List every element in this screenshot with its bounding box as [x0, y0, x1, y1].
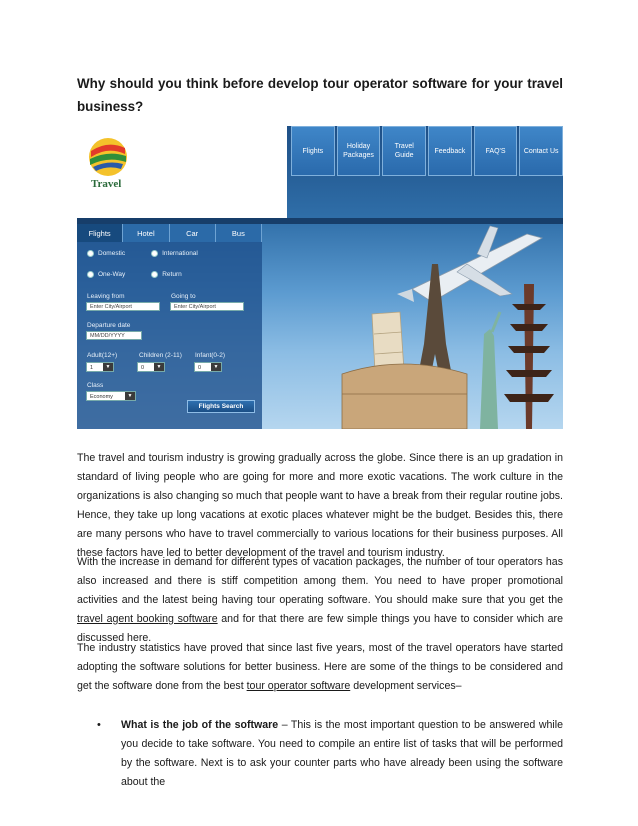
- chevron-down-icon: ▼: [211, 363, 221, 371]
- nav-holiday-packages[interactable]: Holiday Packages: [337, 126, 381, 176]
- infant-label: Infant(0-2): [195, 352, 225, 359]
- airplane-icon: [397, 226, 542, 302]
- children-select[interactable]: [137, 362, 165, 372]
- page-title: Why should you think before develop tour operator software for your travel business?: [77, 76, 563, 114]
- radio-one-way-label: One-Way: [98, 271, 126, 278]
- flights-search-button[interactable]: Flights Search: [187, 400, 255, 413]
- class-select[interactable]: [86, 391, 136, 401]
- nav-travel-guide[interactable]: Travel Guide: [382, 126, 426, 176]
- going-to-input[interactable]: Enter City/Airport: [170, 302, 244, 311]
- leaving-from-label: Leaving from: [87, 293, 125, 300]
- paragraph-2-text-end: and for that there are few simple things you have to consider which are discussed here.: [77, 612, 563, 644]
- tab-hotel[interactable]: Hotel: [123, 224, 169, 242]
- radio-return-label: Return: [162, 271, 182, 278]
- tour-operator-software-link[interactable]: tour operator software: [246, 679, 351, 692]
- pagoda-icon: [504, 284, 554, 429]
- radio-domestic-label: Domestic: [98, 250, 126, 257]
- children-value: 0: [141, 365, 145, 371]
- search-tabs: [77, 224, 262, 242]
- tab-flights[interactable]: Flights: [77, 224, 123, 242]
- paragraph-2: [77, 553, 563, 648]
- bullet-body: – This is the most important question to be answered while you decide to take software. You need to compile an entire list of tasks that will be performed by the software. Next is to ask your counter parts who have already been using the software about the: [121, 719, 563, 788]
- departure-date-label: Departure date: [87, 322, 131, 329]
- adult-label: Adult(12+): [87, 352, 118, 359]
- radio-international-label: International: [162, 250, 198, 257]
- paragraph-3-text: The industry statistics have proved that since last five years, most of the travel operators have started adopting the software solutions for better business. Here are some of the things to be considered and get the software done from the best: [77, 642, 563, 692]
- chevron-down-icon: ▼: [125, 392, 135, 400]
- infant-value: 0: [198, 365, 202, 371]
- nav-feedback[interactable]: Feedback: [428, 126, 472, 176]
- class-label: Class: [87, 382, 104, 389]
- logo-area: [77, 126, 287, 218]
- bullet-text: [121, 716, 563, 792]
- paragraph-3: [77, 639, 563, 696]
- chevron-down-icon: ▼: [154, 363, 164, 371]
- infant-select[interactable]: [194, 362, 222, 372]
- radio-international[interactable]: [151, 250, 198, 257]
- bullet-icon: •: [97, 719, 101, 731]
- nav-faqs[interactable]: FAQ'S: [474, 126, 518, 176]
- travel-agent-booking-software-link[interactable]: travel agent booking software: [77, 612, 218, 625]
- trip-scope-radios: [87, 250, 198, 257]
- leaving-from-input[interactable]: Enter City/Airport: [86, 302, 160, 311]
- top-navigation: [291, 126, 563, 176]
- logo-text: Travel: [91, 178, 122, 190]
- tab-car[interactable]: Car: [170, 224, 216, 242]
- going-to-label: Going to: [171, 293, 196, 300]
- paragraph-1: The travel and tourism industry is growing gradually across the globe. Since there is an up gradation in standard of living people who are going for more and more exotic vacations. The work culture in the organizations is also changing so much that people want to have a break from their regular routine jobs. Hence, they take up long vacations at exotic places whatever might be the budget. Besides this, there are many persons who have to travel commercially to various locations for their business purposes. All these factors have led to better development of the travel and tourism industry.: [77, 452, 563, 559]
- radio-domestic[interactable]: [87, 250, 125, 257]
- bullet-heading: What is the job of the software: [121, 719, 279, 731]
- travel-banner-image: [77, 126, 563, 429]
- departure-date-input[interactable]: MM/DD/YYYY: [86, 331, 142, 340]
- paragraph-3-text-end: development services–: [350, 679, 462, 692]
- colosseum-icon: [342, 364, 467, 429]
- tab-bus[interactable]: Bus: [216, 224, 262, 242]
- nav-flights[interactable]: Flights: [291, 126, 335, 176]
- paragraph-2-text: With the increase in demand for different types of vacation packages, the number of tour operators has also increased and there is stiff competition among them. You need to have proper promotional activities and the latest being having tour operating software. You should make sure that you get the: [77, 556, 563, 606]
- chevron-down-icon: ▼: [103, 363, 113, 371]
- radio-one-way[interactable]: [87, 271, 125, 278]
- adult-select[interactable]: [86, 362, 114, 372]
- trip-type-radios: [87, 271, 182, 278]
- adult-value: 1: [90, 365, 94, 371]
- class-value: Economy: [90, 394, 113, 400]
- children-label: Children (2-11): [139, 352, 182, 359]
- radio-return[interactable]: [151, 271, 182, 278]
- nav-contact-us[interactable]: Contact Us: [519, 126, 563, 176]
- flight-search-form: [77, 242, 262, 429]
- travel-logo-icon: [87, 136, 129, 178]
- statue-of-liberty-icon: [480, 312, 500, 429]
- landmarks-illustration: [262, 224, 563, 429]
